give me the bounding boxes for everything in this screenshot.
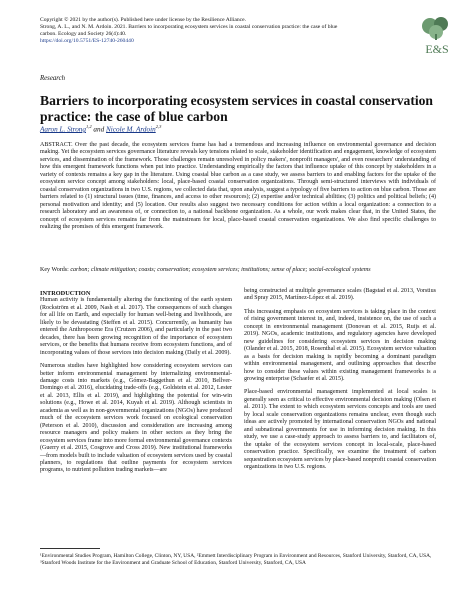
keywords [40, 267, 436, 274]
body-paragraph: Place-based environmental management implemented at local scales is generally seen as critical to effective environmental decision making (Olsen et al. 2011). The extent to which ecosystem services concepts and tools are used by local scale conservation organizations remains unclear, even though such ideas are actively promoted by international conservation NGOs and national and subnational governments for use in informing decision making. In this study, we use a case-study approach to assess barriers to, and facilitators of, the uptake of the ecosystem services concept in local-scale, place-based conservation practice. Specifically, we examine the treatment of carbon sequestration ecosystem services by place-based nonprofit coastal conservation organizations in two U.S. regions. [244, 389, 436, 470]
section-label: Research [40, 75, 66, 82]
journal-logo [418, 16, 456, 56]
right-column [244, 288, 436, 477]
abstract: ABSTRACT. Over the past decade, the ecosystem services frame has had a tremendous and increasing influence on environmental governance and decision making. Yet the ecosystem services governance literature reveals key tensions related to scale, stakeholder identification and engagement, knowledge of ecosystem services, and dissemination of the framework. Those challenges remain unresolved in policy makers', nonprofit managers', and even researchers' understanding of how this emergent framework functions when put into practice. Understanding empirically the factors that influence uptake of this concept by stakeholders in a variety of contexts remains a key gap in the literature. Using coastal blue carbon as a case study, we assess barriers to and enabling factors for the uptake of the ecosystem service concept among stakeholders: local, place-based coastal conservation organizations. Through semi-structured interviews with individuals of coastal conservation organizations in two U.S. regions, we collected data that, upon analysis, suggest a typology of five barriers to action on blue carbon. Those are barriers related to (1) structural issues (time, finances, and access to other resources); (2) expertise and/or technical abilities; (3) politics and political beliefs; (4) personal motivation and identity; and (5) location. Our results also suggest two necessary conditions for action within a local organization: a connection to a research laboratory and an awareness of, or connection to, a national backbone organization. As a whole, our work makes clear that, in the United States, the concept of ecosystem services remains far from the mainstream for local, place-based coastal conservation organizations. We also find specific challenges to realizing the promises of this emergent framework. [40, 142, 436, 230]
logo-text: E&S [425, 42, 449, 56]
citation-line-2: carbon. Ecology and Society 26(4):40. [40, 31, 127, 37]
citation-line: Strong, A. L., and N. M. Ardoin. 2021. Barriers to incorporating ecosystem services in coastal conservation practice: the case of blue [40, 24, 338, 30]
author-link-ardoin[interactable]: Nicole M. Ardoin [106, 125, 156, 134]
body-paragraph: being constructed at multiple governance scales (Bagstad et al. 2013, Vorstius and Spray 2015, Martínez-López et al. 2019). [244, 288, 436, 302]
keywords-label: Key Words: [40, 267, 69, 273]
body-paragraph: Human activity is fundamentally altering the functioning of the earth system (Rockström et al. 2009, Nash et al. 2017). The consequences of such changes for all life on Earth, and especially for human well-being and livelihoods, are likely to be devastating (Steffen et al. 2015). Concurrently, as humanity has entered the Anthropocene Era (Crutzen 2006), and particularly in the past two decades, there has been growing recognition of the importance of ecosystem services, or the benefits that humans receive from ecosystem functions, and of incorporating values of those services into decision making (Daily et al. 2009). [40, 297, 232, 356]
doi-link[interactable]: https://doi.org/10.5751/ES-12740-260440 [40, 38, 134, 44]
intro-heading: INTRODUCTION [40, 290, 91, 297]
author-affil-2: 2,3 [155, 124, 162, 129]
author-line [40, 124, 161, 133]
body-paragraph: Numerous studies have highlighted how considering ecosystem services can better inform environmental management by internalizing environmental-damage costs into markets (e.g., Gómez-Baggethun et al. 2010, Bellver-Domingo et al. 2016), elucidating trade-offs (e.g., Goldstein et al. 2012, Lester et al. 2013, Ellis et al. 2019), and highlighting the potential for win-win solutions (e.g., Howe et al. 2014, Kuyah et al. 2019). Although scientists in academia as well as in non-governmental organizations (NGOs) have produced much of the ecosystem services work focused on ecological conservation (Peterson et al. 2010), discussion and consideration are increasing among resource managers and policy makers in other sectors as they bring the ecosystem services frame into more formal environmental governance contexts (Guerry et al. 2015, Cosgrove and Cross 2019). New institutional frameworks—from models built to include valuation of ecosystem services used by coastal planners, to regulations that outline payments for ecosystem services programs, to nutrient pollution trading markets—are [40, 363, 232, 474]
keywords-text: carbon; climate mitigation; coasts; conservation; ecosystem services; institutions; sense of place; social-ecological systems [70, 267, 371, 273]
article-title: Barriers to incorporating ecosystem services in coastal conservation practice: the case of blue carbon [40, 93, 433, 124]
author-conjunction: and [93, 125, 105, 134]
affiliations-footnote: ¹Environmental Studies Program, Hamilton College, Clinton, NY, USA, ²Emmett Interdisciplinary Program in Environment and Resources, Stanford University, Stanford, CA, USA, ³Stanford Woods Institute for the Environment and Graduate School of Education, Stanford University, Stanford, CA, USA [40, 553, 432, 566]
body-paragraph: This increasing emphasis on ecosystem services is taking place in the context of rising government interest in, and, indeed, insistence on, the use of such a concept in environmental management (Donovan et al. 2015, Ruijs et al. 2019). NGOs, academic institutions, and regulatory agencies have developed new guidelines for considering ecosystem services in decision making (Olander et al. 2015, 2018, Rosenthal et al. 2015). Ecosystem service valuation as a basis for decision making is rapidly becoming a dominant paradigm within environmental management, and outlining approaches that describe how to consider these values within existing management frameworks is a growing enterprise (Schaefer et al. 2015). [244, 308, 436, 382]
copyright-line: Copyright © 2021 by the author(s). Published here under license by the Resilience Alliance. [40, 17, 247, 23]
author-affil-1: 1,2 [86, 124, 92, 129]
author-link-strong[interactable]: Aaron L. Strong [40, 125, 86, 134]
left-column [40, 288, 232, 481]
footnote-rule [40, 548, 100, 549]
citation-header [40, 17, 410, 45]
